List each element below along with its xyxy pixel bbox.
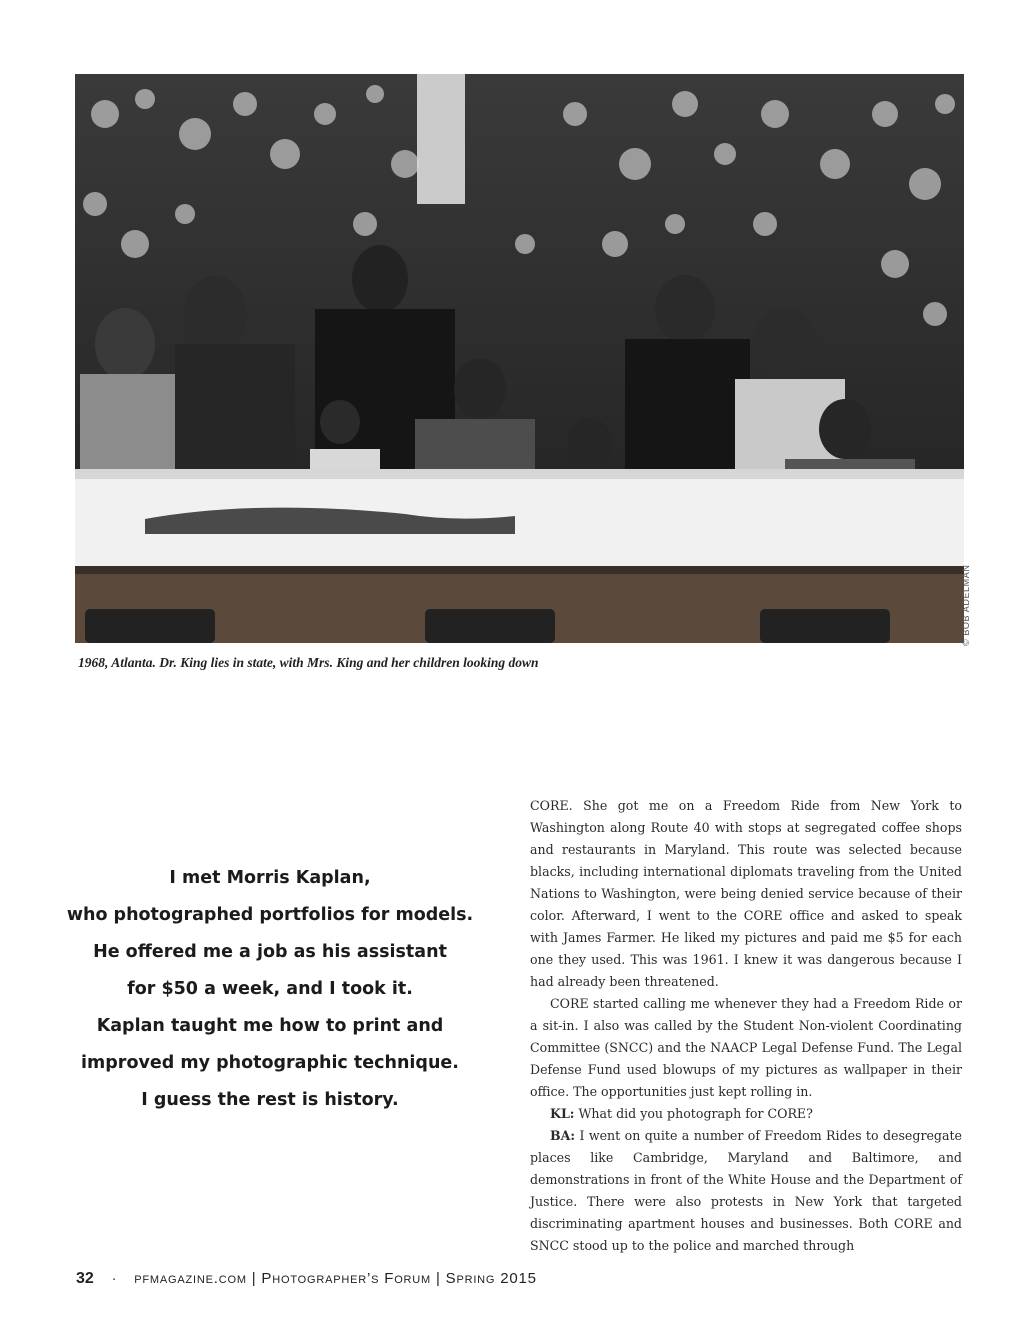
pull-quote (55, 860, 485, 1119)
speaker-label: BA: (550, 1128, 576, 1143)
pull-quote-line: for $50 a week, and I took it. (127, 979, 413, 999)
speaker-label: KL: (550, 1106, 575, 1121)
pull-quote-line: I guess the rest is history. (141, 1090, 399, 1110)
article-paragraph: CORE started calling me whenever they had a Freedom Ride or a sit-in. I also was called by the Student Non-violent Coordinating Committee (SNCC) and the NAACP Legal Defense Fund. The Legal Defense Fund used blowups of my pictures as wallpaper in their office. The opportunities just kept rolling in. (530, 996, 962, 1099)
article-paragraph: CORE. She got me on a Freedom Ride from New York to Washington along Route 40 with stops at segregated coffee shops and restaurants in Maryland. This route was selected because blacks, including international diplomats traveling from the United Nations to Washington, were being denied service because of their color. Afterward, I went to the CORE office and asked to speak with James Farmer. He liked my pictures and paid me $5 for each one they used. This was 1961. I knew it was dangerous because I had already been threatened. (530, 798, 962, 989)
publication-line: pfmagazine.com | Photographer’s Forum | Spring 2015 (134, 1270, 537, 1287)
article-column (530, 795, 962, 1257)
pull-quote-line: He offered me a job as his assistant (93, 942, 447, 962)
pull-quote-line: Kaplan taught me how to print and (96, 1016, 444, 1036)
interview-question (530, 1103, 962, 1125)
pull-quote-line: who photographed portfolios for models. (66, 905, 474, 925)
photo-credit: © BOB ADELMAN (961, 564, 971, 646)
footer-separator: · (111, 1270, 117, 1286)
photo-caption: 1968, Atlanta. Dr. King lies in state, with Mrs. King and her children looking down (78, 655, 539, 670)
answer-text: I went on quite a number of Freedom Rides to desegregate places like Cambridge, Maryland and Baltimore, and demonstrations in front of the White House and the Department of Justice. There were also protests in New York that targeted discriminating apartment houses and businesses. Both CORE and SNCC stood up to the police and marched through (530, 1128, 962, 1253)
interview-answer (530, 1125, 962, 1257)
pull-quote-line: I met Morris Kaplan, (169, 868, 371, 888)
question-text: What did you photograph for CORE? (574, 1106, 813, 1121)
funeral-photograph (75, 74, 964, 643)
page-number: 32 (76, 1270, 94, 1287)
page-footer (76, 1270, 537, 1292)
pull-quote-line: improved my photographic technique. (81, 1053, 459, 1073)
